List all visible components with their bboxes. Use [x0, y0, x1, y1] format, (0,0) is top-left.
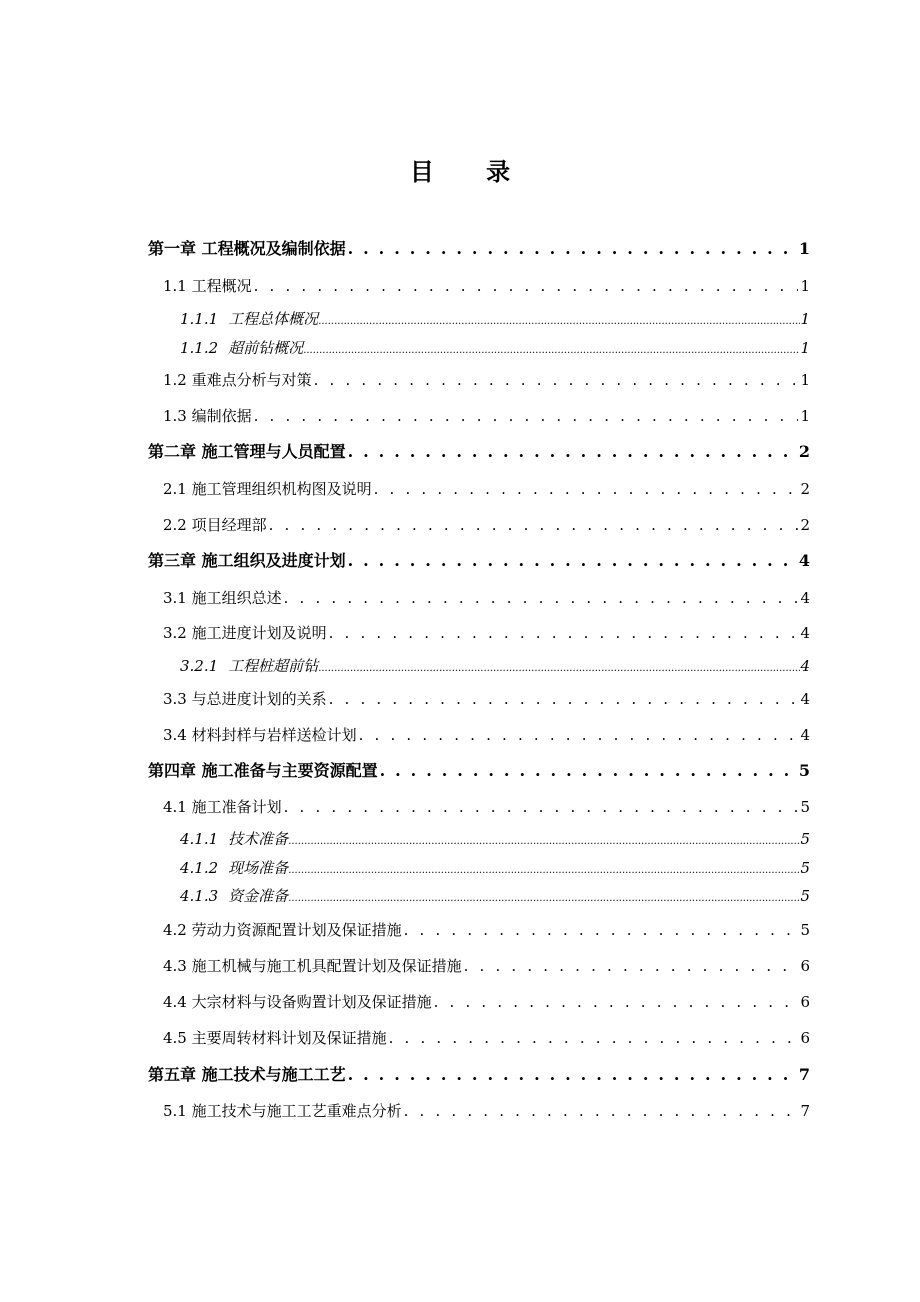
dot-leader	[288, 885, 800, 910]
toc-entry-label: 4.4 大宗材料与设备购置计划及保证措施	[163, 993, 432, 1011]
dot-leader	[359, 722, 799, 748]
toc-entry-text: 技术准备	[228, 830, 289, 848]
toc-subsection-3-2-1[interactable]	[180, 655, 810, 677]
dot-leader	[380, 758, 797, 784]
dot-leader	[348, 548, 797, 574]
toc-entry-label: 第四章 施工准备与主要资源配置	[148, 761, 378, 780]
page-title: 目 录	[409, 157, 533, 186]
toc-section-3-4[interactable]	[163, 722, 810, 748]
toc-entry-number: 1.1.1	[180, 310, 219, 328]
toc-entry-text: 现场准备	[228, 859, 289, 877]
dot-leader	[348, 236, 797, 262]
toc-entry-text: 工程桩超前钻	[228, 657, 319, 675]
toc-entry-label: 第五章 施工技术与施工工艺	[148, 1065, 346, 1084]
toc-section-3-2[interactable]	[163, 620, 810, 646]
toc-section-3-1[interactable]	[163, 585, 810, 611]
toc-entry-text: 超前钻概况	[228, 339, 304, 357]
toc-entry-label: 第二章 施工管理与人员配置	[148, 442, 346, 461]
dot-leader	[314, 367, 799, 393]
dot-leader	[254, 273, 799, 299]
toc-entry-label: 4.1 施工准备计划	[163, 798, 282, 816]
dot-leader	[434, 989, 799, 1015]
toc-chapter-2[interactable]	[148, 439, 810, 465]
toc-page-number: 5	[800, 830, 810, 848]
toc-entry-label: 3.3 与总进度计划的关系	[163, 690, 327, 708]
toc-entry-number: 1.1.2	[180, 339, 219, 357]
toc-chapter-3[interactable]	[148, 548, 810, 574]
toc-section-4-3[interactable]	[163, 953, 810, 979]
toc-page-number: 2	[800, 516, 810, 534]
toc-page-number: 5	[800, 921, 810, 939]
dot-leader	[254, 403, 799, 429]
dot-leader	[389, 1025, 799, 1051]
dot-leader	[329, 686, 799, 712]
toc-page-number: 4	[800, 624, 810, 642]
dot-leader	[374, 476, 799, 502]
toc-entry-text: 资金准备	[228, 887, 289, 905]
dot-leader	[348, 1062, 797, 1088]
dot-leader	[329, 620, 799, 646]
toc-chapter-4[interactable]	[148, 758, 810, 784]
toc-page-number: 1	[798, 239, 810, 258]
toc-page-number: 4	[800, 589, 810, 607]
toc-entry-label	[180, 828, 288, 850]
toc-entry-label	[180, 308, 318, 330]
toc-section-4-4[interactable]	[163, 989, 810, 1015]
dot-leader	[404, 1098, 799, 1124]
dot-leader	[288, 828, 800, 853]
toc-entry-label	[180, 655, 318, 677]
toc-page-number: 1	[800, 339, 810, 357]
toc-entry-number: 3.2.1	[180, 657, 219, 675]
toc-entry-label: 1.1 工程概况	[163, 277, 252, 295]
toc-subsection-1-1-1[interactable]	[180, 308, 810, 330]
dot-leader	[288, 857, 800, 882]
toc-page-number: 6	[800, 957, 810, 975]
dot-leader	[348, 439, 797, 465]
toc-page-number: 5	[798, 761, 810, 780]
toc-chapter-5[interactable]	[148, 1062, 810, 1088]
toc-entry-label: 1.3 编制依据	[163, 407, 252, 425]
toc-entry-label: 2.2 项目经理部	[163, 516, 267, 534]
dot-leader	[269, 512, 799, 538]
toc-entry-label: 4.3 施工机械与施工机具配置计划及保证措施	[163, 957, 462, 975]
toc-page-number: 2	[798, 442, 810, 461]
toc-page-number: 5	[800, 798, 810, 816]
toc-entry-number: 4.1.1	[180, 830, 219, 848]
toc-subsection-1-1-2[interactable]	[180, 337, 810, 359]
toc-entry-label: 1.2 重难点分析与对策	[163, 371, 312, 389]
toc-page-number: 7	[798, 1065, 810, 1084]
toc-entry-label: 3.4 材料封样与岩样送检计划	[163, 726, 357, 744]
toc-entry-label: 第三章 施工组织及进度计划	[148, 551, 346, 570]
toc-page-number: 6	[800, 993, 810, 1011]
dot-leader	[303, 337, 800, 362]
toc-section-1-1[interactable]	[163, 273, 810, 299]
toc-page-number: 1	[800, 371, 810, 389]
toc-subsection-4-1-2[interactable]	[180, 857, 810, 879]
toc-subsection-4-1-3[interactable]	[180, 885, 810, 907]
toc-page-number: 4	[798, 551, 810, 570]
dot-leader	[284, 794, 799, 820]
dot-leader	[284, 585, 799, 611]
toc-entry-label	[180, 857, 288, 879]
toc-entry-label	[180, 337, 303, 359]
toc-entry-number: 4.1.2	[180, 859, 219, 877]
toc-entry-label: 5.1 施工技术与施工工艺重难点分析	[163, 1102, 402, 1120]
toc-page-number: 6	[800, 1029, 810, 1047]
toc-page-number: 1	[800, 310, 810, 328]
toc-entry-label: 4.2 劳动力资源配置计划及保证措施	[163, 921, 402, 939]
toc-page-number: 4	[800, 657, 810, 675]
toc-section-4-1[interactable]	[163, 794, 810, 820]
toc-page-number: 2	[800, 480, 810, 498]
toc-page-number: 1	[800, 277, 810, 295]
toc-page-number: 5	[800, 859, 810, 877]
toc-section-1-2[interactable]	[163, 367, 810, 393]
toc-section-4-2[interactable]	[163, 917, 810, 943]
toc-entry-label: 3.2 施工进度计划及说明	[163, 624, 327, 642]
toc-subsection-4-1-1[interactable]	[180, 828, 810, 850]
dot-leader	[318, 655, 800, 680]
toc-entry-text: 工程总体概况	[228, 310, 319, 328]
toc-section-2-2[interactable]	[163, 512, 810, 538]
toc-section-4-5[interactable]	[163, 1025, 810, 1051]
toc-entry-label: 4.5 主要周转材料计划及保证措施	[163, 1029, 387, 1047]
toc-page-number: 5	[800, 887, 810, 905]
toc-entry-label: 3.1 施工组织总述	[163, 589, 282, 607]
toc-entry-number: 4.1.3	[180, 887, 219, 905]
dot-leader	[404, 917, 799, 943]
toc-section-1-3[interactable]	[163, 403, 810, 429]
toc-section-3-3[interactable]	[163, 686, 810, 712]
toc-page-number: 4	[800, 726, 810, 744]
toc-page-number: 4	[800, 690, 810, 708]
dot-leader	[464, 953, 799, 979]
toc-entry-label: 2.1 施工管理组织机构图及说明	[163, 480, 372, 498]
toc-chapter-1[interactable]	[148, 236, 810, 262]
toc-entry-label	[180, 885, 288, 907]
dot-leader	[318, 308, 800, 333]
toc-section-2-1[interactable]	[163, 476, 810, 502]
toc-section-5-1[interactable]	[163, 1098, 810, 1124]
toc-page-number: 7	[800, 1102, 810, 1120]
toc-entry-label: 第一章 工程概况及编制依据	[148, 239, 346, 258]
toc-page-number: 1	[800, 407, 810, 425]
